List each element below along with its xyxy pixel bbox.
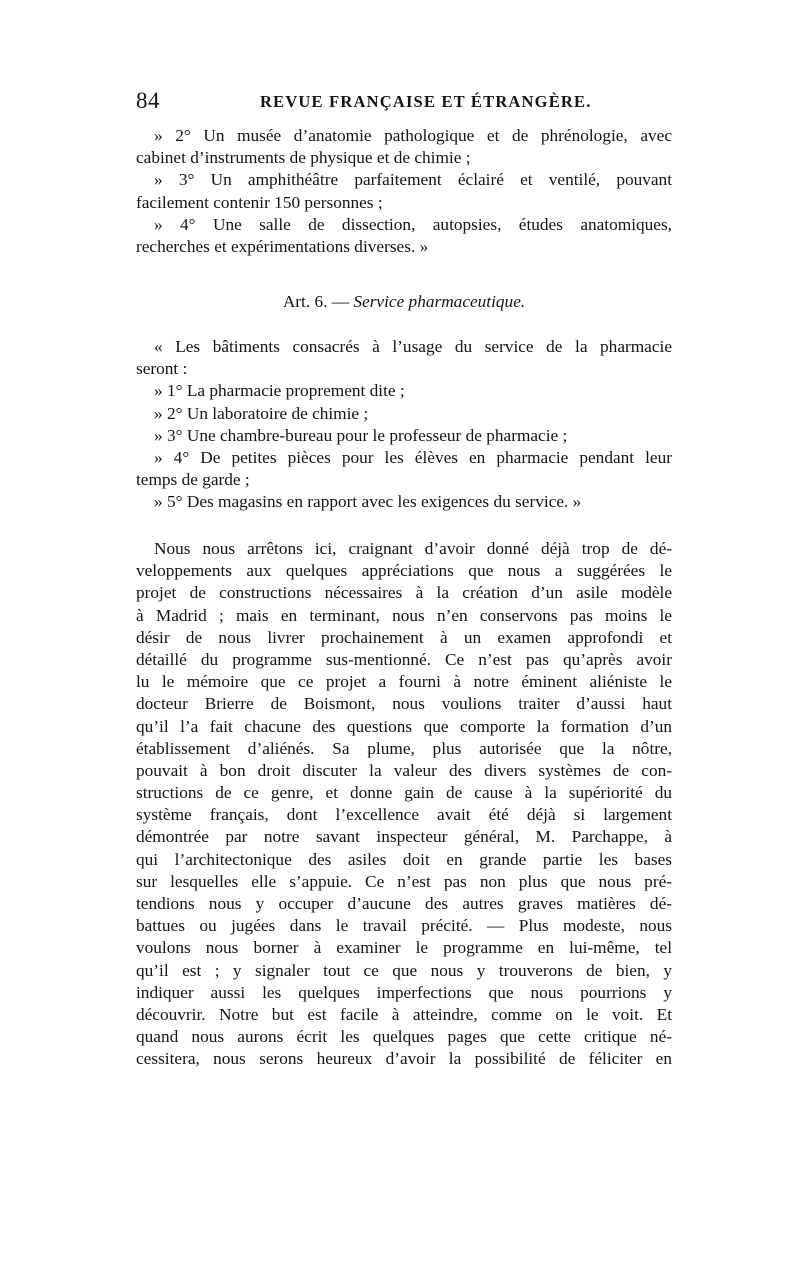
paragraph-line: docteur Brierre de Boismont, nous voulions traiter d’aussi haut — [136, 694, 672, 714]
list-item: » 3° Une chambre-bureau pour le professeur de pharmacie ; — [154, 425, 568, 445]
list-item: » 5° Des magasins en rapport avec les exigences du service. » — [154, 492, 582, 512]
paragraph-line: qu’il est ; y signaler tout ce que nous y trouverons de bien, y — [136, 960, 672, 980]
commentary-paragraph — [136, 538, 672, 1071]
article-title: Service pharmaceutique. — [353, 292, 526, 311]
lecture-facilities-list — [136, 125, 672, 258]
paragraph-line: démontrée par notre savant inspecteur général, M. Parchappe, à — [136, 827, 672, 847]
paragraph-line: lu le mémoire que ce projet a fourni à notre éminent aliéniste le — [136, 672, 672, 692]
paragraph-line: battues ou jugées dans le travail précité. — Plus modeste, nous — [136, 916, 672, 936]
paragraph-line: établissement d’aliénés. Sa plume, plus autorisée que la nôtre, — [136, 738, 672, 758]
paragraph-line: « Les bâtiments consacrés à l’usage du service de la pharmacie — [154, 337, 672, 356]
paragraph-line: pouvait à bon droit discuter la valeur des divers systèmes de con- — [136, 760, 672, 780]
list-item: » 3° Un amphithéâtre parfaitement éclairé et ventilé, pouvant — [154, 170, 672, 190]
paragraph-line: système français, dont l’excellence avait été déjà si largement — [136, 805, 672, 825]
paragraph-line: structions de ce genre, et donne gain de cause à la supériorité du — [136, 783, 672, 803]
paragraph-line: découvrir. Notre but est facile à atteindre, comme on le voit. Et — [136, 1004, 672, 1024]
pharmacy-service-list — [136, 336, 672, 514]
paragraph-line: détaillé du programme sus-mentionné. Ce n’est pas qu’après avoir — [136, 649, 672, 669]
paragraph-line: quand nous aurons écrit les quelques pages que cette critique né- — [136, 1027, 672, 1047]
list-item: » 4° De petites pièces pour les élèves en pharmacie pendant leur — [154, 447, 672, 467]
list-item: » 2° Un laboratoire de chimie ; — [154, 403, 369, 423]
list-item-continuation: cabinet d’instruments de physique et de chimie ; — [136, 148, 471, 168]
paragraph-line: sur lesquelles elle s’appuie. Ce n’est pas non plus que nous pré- — [136, 871, 672, 891]
paragraph-line: désir de nous livrer prochainement à un examen approfondi et — [136, 627, 672, 647]
page-number: 84 — [136, 88, 160, 113]
paragraph-line: tendions nous y occuper d’aucune des autres graves matières dé- — [136, 894, 672, 913]
list-item-continuation: facilement contenir 150 personnes ; — [136, 192, 383, 212]
paragraph-line: cessitera, nous serons heureux d’avoir la possibilité de féliciter en — [136, 1049, 672, 1069]
list-item-continuation: recherches et expérimentations diverses. » — [136, 236, 429, 256]
page-header — [136, 88, 672, 118]
list-item: » 1° La pharmacie proprement dite ; — [154, 381, 405, 401]
paragraph-line: voulons nous borner à examiner le programme en lui-même, tel — [136, 938, 672, 958]
list-item: » 4° Une salle de dissection, autopsies, études anatomiques, — [154, 214, 672, 234]
paragraph-line: veloppements aux quelques appréciations que nous a suggérées le — [136, 561, 672, 581]
paragraph-line: indiquer aussi les quelques imperfections que nous pourrions y — [136, 982, 672, 1002]
paragraph-line: qui l’architectonique des asiles doit en grande partie les bases — [136, 849, 672, 869]
list-item: » 2° Un musée d’anatomie pathologique et de phrénologie, avec — [154, 126, 672, 145]
paragraph-line: qu’il l’a fait chacune des questions que comporte la formation d’un — [136, 716, 672, 736]
paragraph-line: projet de constructions nécessaires à la création d’un asile modèle — [136, 583, 672, 603]
paragraph-line: Nous nous arrêtons ici, craignant d’avoir donné déjà trop de dé- — [154, 539, 672, 558]
paragraph-line: à Madrid ; mais en terminant, nous n’en conservons pas moins le — [136, 605, 672, 625]
article-number: Art. 6. — — [282, 292, 350, 311]
paragraph-line: seront : — [136, 359, 188, 379]
list-item-continuation: temps de garde ; — [136, 470, 250, 490]
article-heading — [136, 289, 672, 315]
running-title: REVUE FRANÇAISE ET ÉTRANGÈRE. — [260, 92, 592, 111]
